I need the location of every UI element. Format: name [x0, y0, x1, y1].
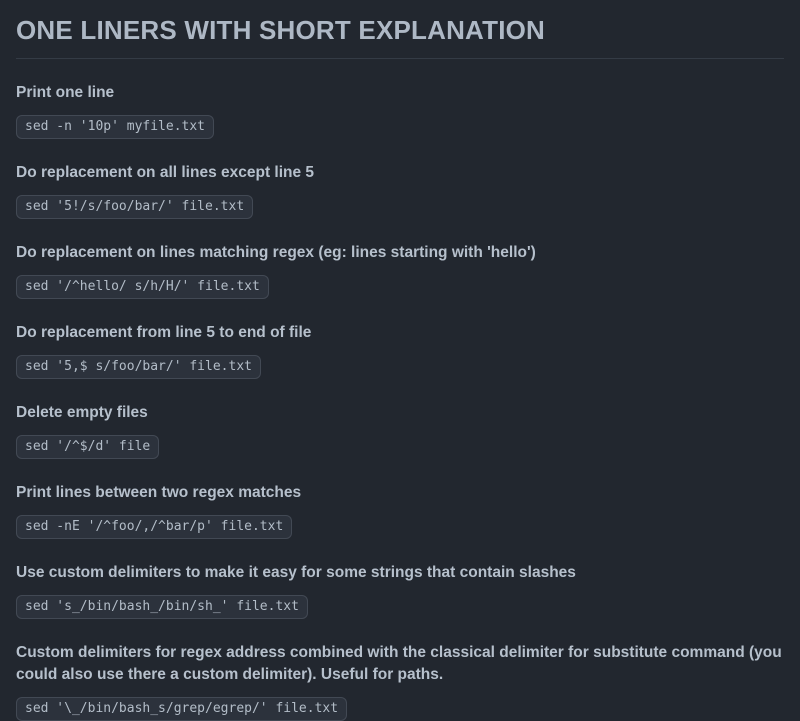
one-liner-heading: Do replacement from line 5 to end of file: [16, 324, 312, 341]
one-liner-code-line: [16, 115, 784, 139]
sed-command-code: sed '5!/s/foo/bar/' file.txt: [16, 195, 253, 219]
title-divider: [16, 58, 784, 59]
sed-command-code: sed '/^$/d' file: [16, 435, 159, 459]
sed-command-code: sed '\_/bin/bash_s/grep/egrep/' file.txt: [16, 697, 347, 721]
one-liner-code-line: [16, 275, 784, 299]
one-liner-section: [16, 82, 784, 139]
one-liner-heading: Print lines between two regex matches: [16, 484, 302, 501]
one-liner-code-line: [16, 595, 784, 619]
sed-command-code: sed '5,$ s/foo/bar/' file.txt: [16, 355, 261, 379]
one-liner-heading: Custom delimiters for regex address combined with the classical delimiter for substitute command (you could also use there a custom delimiter). Useful for paths.: [16, 644, 782, 683]
one-liner-code-line: [16, 195, 784, 219]
one-liner-list: [16, 82, 784, 721]
one-liner-code-line: [16, 435, 784, 459]
one-liner-code-line: [16, 355, 784, 379]
one-liner-code-line: [16, 697, 784, 721]
one-liner-code-line: [16, 515, 784, 539]
one-liner-heading: Delete empty files: [16, 404, 148, 421]
sed-command-code: sed 's_/bin/bash_/bin/sh_' file.txt: [16, 595, 308, 619]
one-liner-heading: Do replacement on all lines except line 5: [16, 164, 315, 181]
sed-command-code: sed -nE '/^foo/,/^bar/p' file.txt: [16, 515, 292, 539]
one-liner-section: [16, 482, 784, 539]
page-title: ONE LINERS WITH SHORT EXPLANATION: [16, 15, 546, 45]
sed-command-code: sed '/^hello/ s/h/H/' file.txt: [16, 275, 269, 299]
one-liner-heading: Print one line: [16, 84, 115, 101]
one-liner-section: [16, 402, 784, 459]
one-liner-section: [16, 162, 784, 219]
one-liner-section: [16, 322, 784, 379]
one-liner-heading: Use custom delimiters to make it easy for some strings that contain slashes: [16, 564, 576, 581]
one-liner-section: [16, 642, 784, 721]
one-liner-heading: Do replacement on lines matching regex (eg: lines starting with 'hello'): [16, 244, 536, 261]
sed-command-code: sed -n '10p' myfile.txt: [16, 115, 214, 139]
one-liner-section: [16, 562, 784, 619]
one-liner-section: [16, 242, 784, 299]
